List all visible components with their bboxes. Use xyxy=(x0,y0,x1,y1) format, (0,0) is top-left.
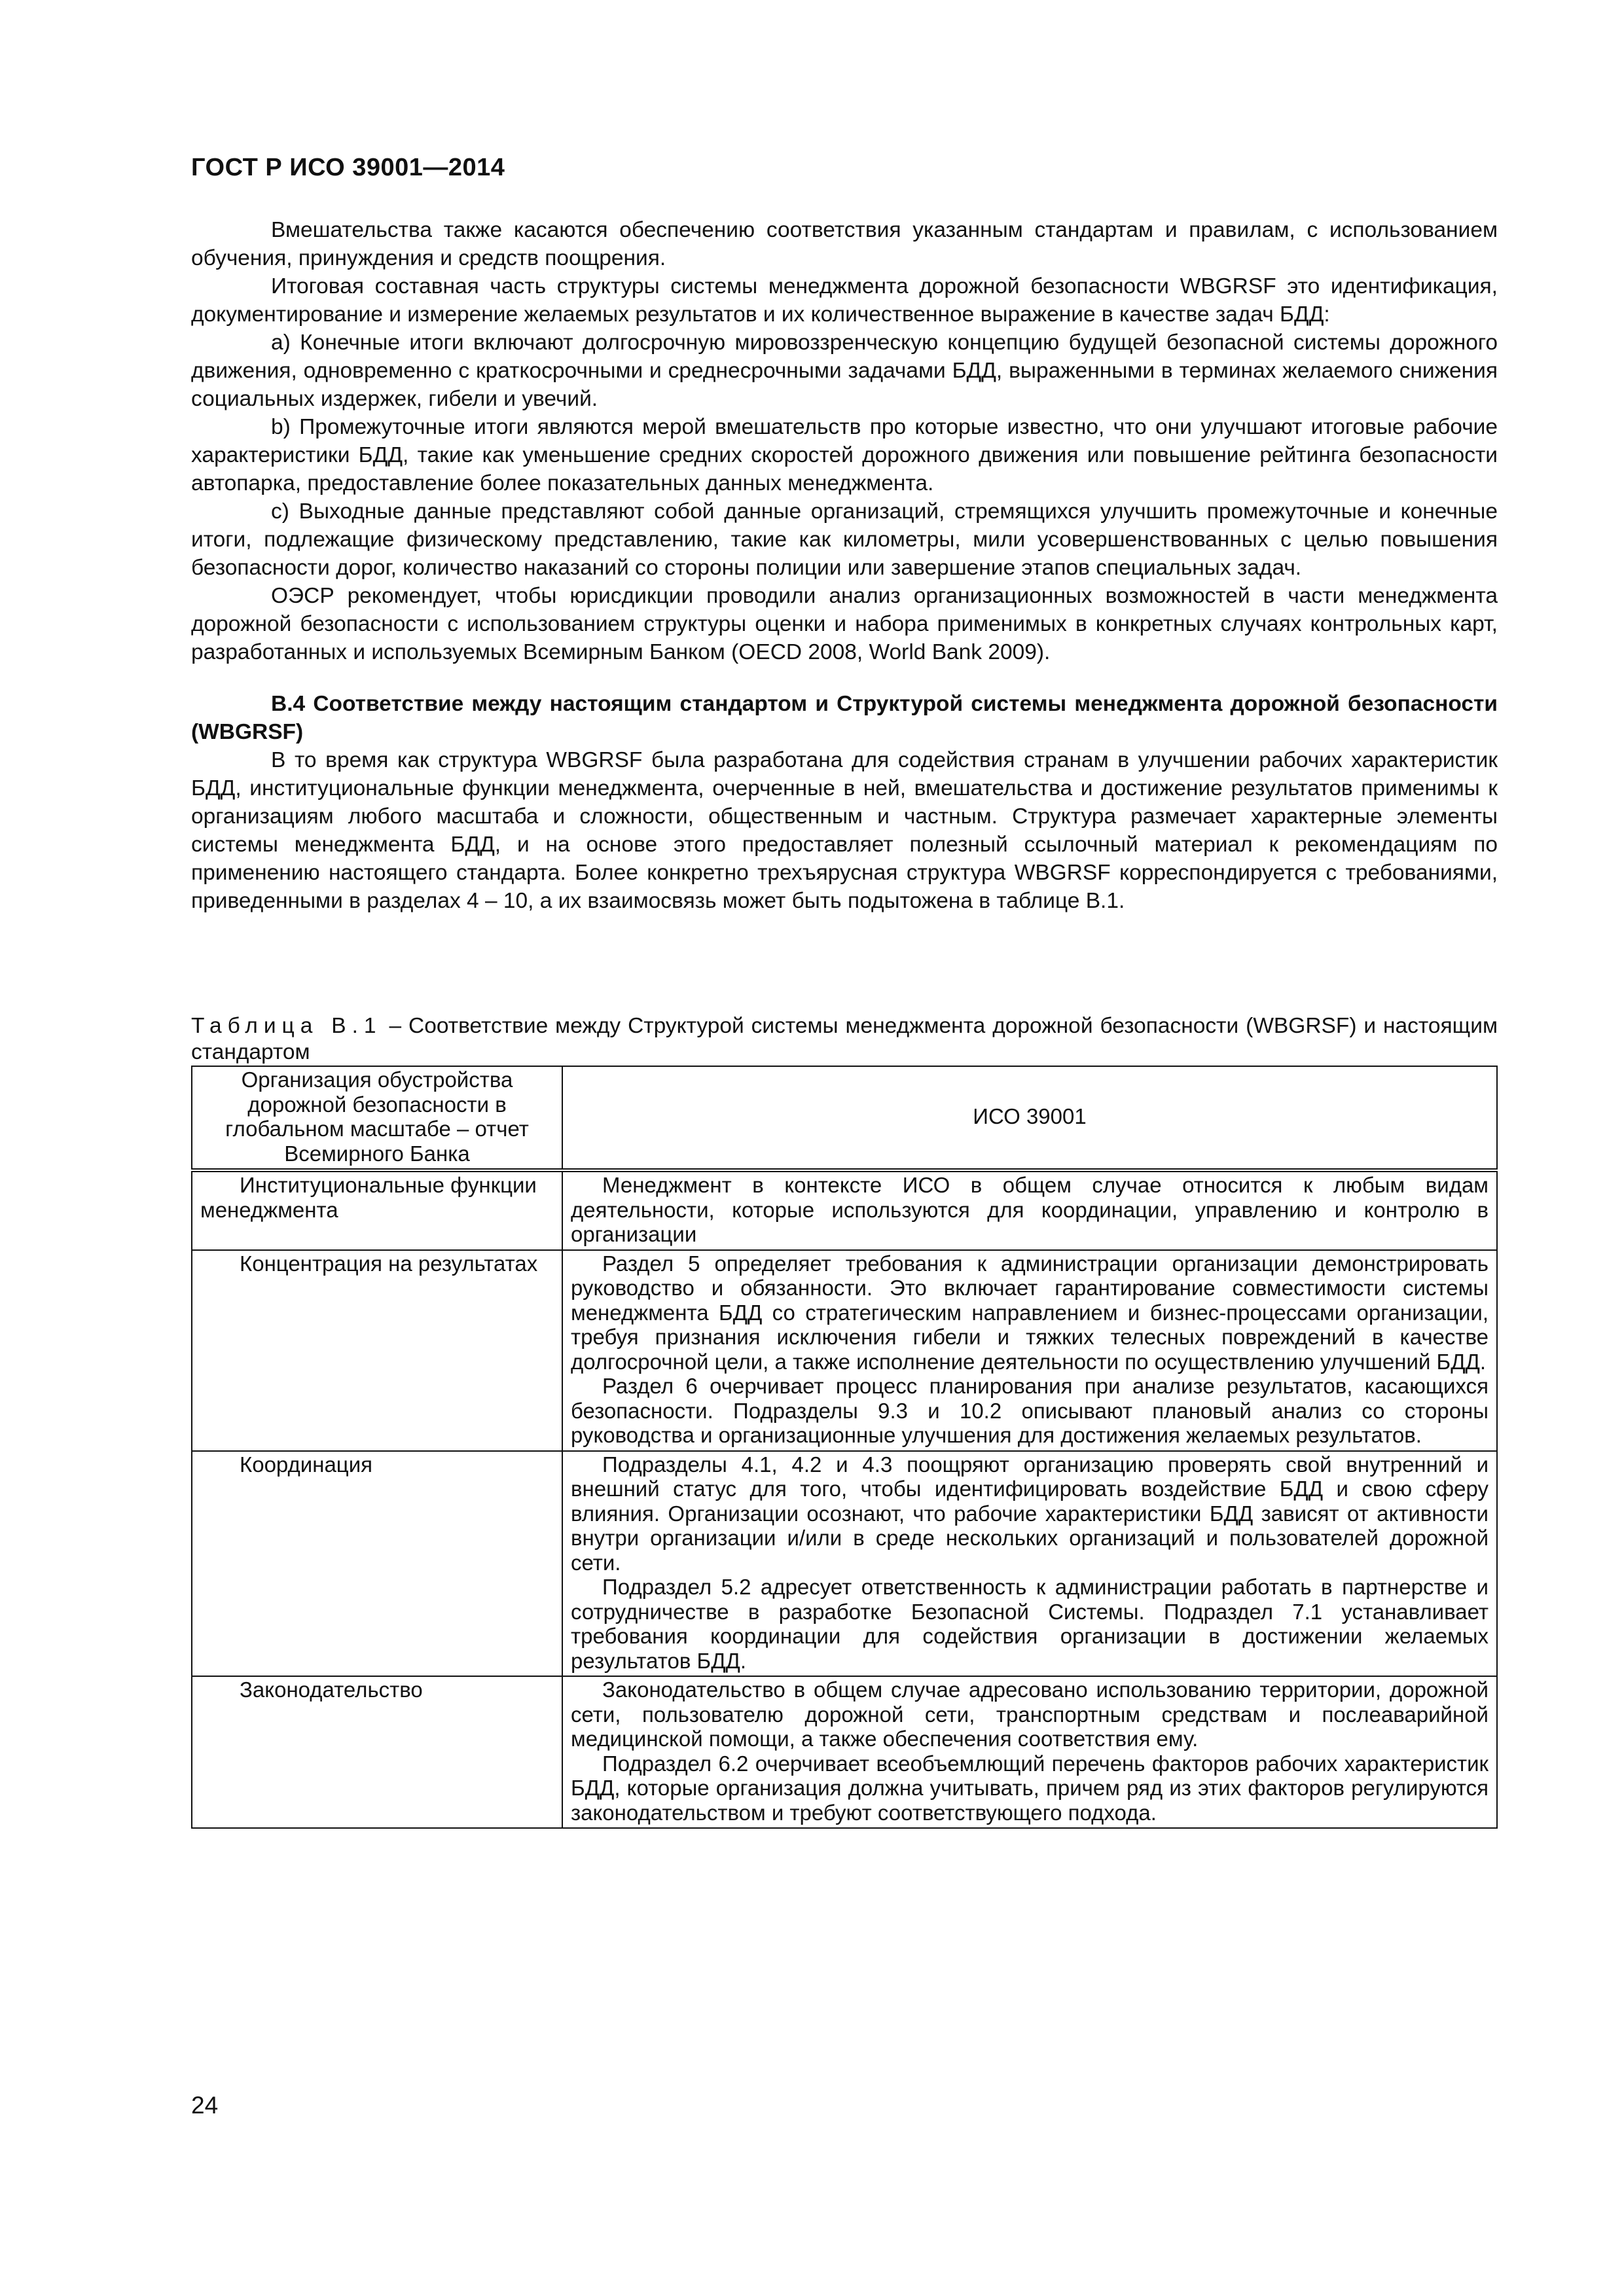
section-title: В.4 Соответствие между настоящим стандартом и Структурой системы менеджмента дорожной безопасности (WBGRSF) xyxy=(191,692,1498,744)
table-cell-right xyxy=(562,1170,1497,1250)
table-cell-left: Координация xyxy=(192,1451,562,1677)
page-number: 24 xyxy=(191,2092,219,2119)
table-cell-paragraph: Подраздел 6.2 очерчивает всеобъемлющий перечень факторов рабочих характеристик БДД, которые организация должна учитывать, причем ряд из этих факторов регулируются законодательством и требуют соответствующего подхода. xyxy=(571,1751,1489,1825)
table-cell-right xyxy=(562,1451,1497,1677)
document-header-title: ГОСТ Р ИСО 39001—2014 xyxy=(191,154,505,181)
correspondence-table xyxy=(191,1066,1498,1829)
table-cell-right xyxy=(562,1250,1497,1451)
paragraph: Вмешательства также касаются обеспечению соответствия указанным стандартам и правилам, с использованием обучения, принуждения и средств поощрения. xyxy=(191,218,1498,270)
table-cell-paragraph: Раздел 6 очерчивает процесс планирования при анализе результатов, касающихся безопасности. Подразделы 9.3 и 10.2 описывают плановый анализ со стороны руководства и организационные улучшения для достижения желаемых результатов. xyxy=(571,1374,1489,1447)
table-row xyxy=(192,1250,1497,1451)
table-cell-paragraph: Подраздел 5.2 адресует ответственность к администрации работать в партнерстве и сотрудничестве в разработке Безопасной Системы. Подраздел 7.1 устанавливает требования координации для содействия организации в достижении желаемых результатов БДД. xyxy=(571,1575,1489,1673)
paragraph: b) Промежуточные итоги являются мерой вмешательств про которые известно, что они улучшают итоговые рабочие характеристики БДД, такие как уменьшение средних скоростей дорожного движения или повышение рейтинга безопасности автопарка, предоставление более показательных данных менеджмента. xyxy=(191,415,1498,495)
table-cell-left: Институциональные функции менеджмента xyxy=(192,1170,562,1250)
body-text xyxy=(191,216,1498,915)
table-header-right: ИСО 39001 xyxy=(562,1066,1497,1170)
table-cell-left: Концентрация на результатах xyxy=(192,1250,562,1451)
paragraph: с) Выходные данные представляют собой данные организаций, стремящихся улучшить промежуточные и конечные итоги, подлежащие физическому представлению, такие как километры, мили усовершенствованных с целью повышения безопасности дорог, количество наказаний со стороны полиции или завершение этапов специальных задач. xyxy=(191,499,1498,580)
table-cell-paragraph: Законодательство в общем случае адресовано использованию территории, дорожной сети, пользователю дорожной сети, транспортным средствам и послеаварийной медицинской помощи, а также обеспечения соответствия ему. xyxy=(571,1677,1489,1751)
table-caption-text: – Соответствие между Структурой системы менеджмента дорожной безопасности (WBGRSF) и настоящим стандартом xyxy=(191,1014,1498,1064)
table-row xyxy=(192,1676,1497,1828)
table-row xyxy=(192,1451,1497,1677)
table-row xyxy=(192,1170,1497,1250)
paragraph: ОЭСР рекомендует, чтобы юрисдикции проводили анализ организационных возможностей в части менеджмента дорожной безопасности с использованием структуры оценки и набора применимых в конкретных случаях контрольных карт, разработанных и используемых Всемирным Банком (OECD 2008, World Bank 2009). xyxy=(191,584,1498,664)
table-cell-paragraph: Менеджмент в контексте ИСО в общем случае относится к любым видам деятельности, которые используются для координации, управлению и контролю в организации xyxy=(571,1173,1489,1246)
table-caption xyxy=(191,1013,1498,1066)
paragraph: а) Конечные итоги включают долгосрочную мировоззренческую концепцию будущей безопасной системы дорожного движения, одновременно с краткосрочными и среднесрочными задачами БДД, выраженными в терминах желаемого снижения социальных издержек, гибели и увечий. xyxy=(191,331,1498,411)
table-cell-paragraph: Подразделы 4.1, 4.2 и 4.3 поощряют организацию проверять свой внутренний и внешний статус для того, чтобы идентифицировать воздействие БДД и свою сферу влияния. Организации осознают, что рабочие характеристики БДД зависят от активности внутри организации и/или в среде нескольких организаций и пользователей дорожной сети. xyxy=(571,1452,1489,1575)
table-cell-left: Законодательство xyxy=(192,1676,562,1828)
table-header-row xyxy=(192,1066,1497,1170)
paragraph: В то время как структура WBGRSF была разработана для содействия странам в улучшении рабочих характеристик БДД, институциональные функции менеджмента, очерченные в ней, вмешательства и достижение результатов применимы к организациям любого масштаба и сложности, общественным и частным. Структура размечает характерные элементы системы менеджмента БДД, и на основе этого предоставляет полезный ссылочный материал к рекомендациям по применению настоящего стандарта. Более конкретно трехъярусная структура WBGRSF корреспондируется с требованиями, приведенными в разделах 4 – 10, а их взаимосвязь может быть подытожена в таблице В.1. xyxy=(191,748,1498,913)
table-cell-right xyxy=(562,1676,1497,1828)
table-cell-paragraph: Раздел 5 определяет требования к администрации организации демонстрировать руководство и обязанности. Это включает гарантирование совместимости системы менеджмента БДД со стратегическим направлением и бизнес-процессами организации, требуя признания исключения гибели и тяжких телесных повреждений в качестве долгосрочной цели, а также исполнение деятельности по осуществлению улучшений БДД. xyxy=(571,1251,1489,1374)
table-caption-label: Таблица В.1 xyxy=(191,1014,382,1038)
paragraph: Итоговая составная часть структуры системы менеджмента дорожной безопасности WBGRSF это идентификация, документирование и измерение желаемых результатов и их количественное выражение в качестве задач БДД: xyxy=(191,274,1498,327)
table-header-left: Организация обустройства дорожной безопасности в глобальном масштабе – отчет Всемирного Банка xyxy=(192,1066,562,1170)
